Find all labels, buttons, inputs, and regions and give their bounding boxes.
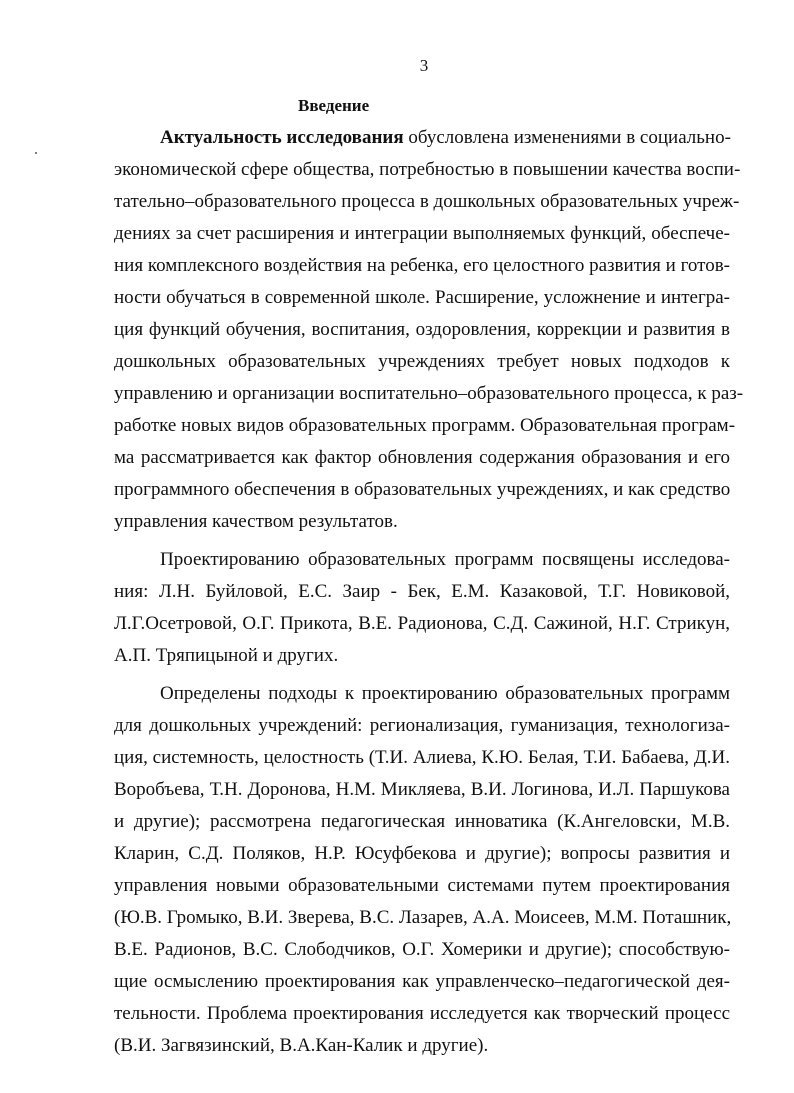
paragraph-1-line-13: управления качеством результатов. (114, 511, 398, 532)
paragraph-3-line-4: Воробъева, Т.Н. Доронова, Н.М. Микляева, В.И. Логинова, И.Л. Паршукова (114, 779, 730, 800)
paragraph-1-line-11: ма рассматривается как фактор обновления содержания образования и его (114, 447, 730, 468)
paragraph-3-line-5: и другие); рассмотрена педагогическая инноватика (К.Ангеловски, М.В. (114, 811, 730, 832)
paragraph-3-line-8: (Ю.В. Громыко, В.И. Зверева, В.С. Лазарев, А.А. Моисеев, М.М. Поташник, (114, 907, 732, 928)
paragraph-3-line-7: управления новыми образовательными системами путем проектирования (114, 875, 730, 896)
paragraph-3-line-12: (В.И. Загвязинский, В.А.Кан-Калик и другие). (114, 1035, 489, 1056)
paragraph-1-line-7: ция функций обучения, воспитания, оздоровления, коррекции и развития в (114, 319, 730, 340)
paragraph-1-lead: Актуальность исследования (160, 127, 404, 148)
paragraph-3-line-2: для дошкольных учреждений: регионализация, гуманизация, технологиза- (114, 715, 730, 736)
paragraph-1-line-3: тательно–образовательного процесса в дошкольных образовательных учреж- (114, 191, 740, 212)
paragraph-3-line-1: Определены подходы к проектированию образовательных программ (160, 683, 730, 704)
paragraph-1-line-1-text: обусловлена изменениями в социально- (403, 127, 731, 148)
paragraph-1-line-9: управлению и организации воспитательно–образовательного процесса, к раз- (114, 383, 744, 404)
page-number: 3 (419, 56, 429, 75)
paragraph-1-line-5: ния комплексного воздействия на ребенка, его целостного развития и готов- (114, 255, 730, 276)
paragraph-3-line-9: В.Е. Радионов, В.С. Слободчиков, О.Г. Хомерики и другие); способствую- (114, 939, 730, 960)
paragraph-2-line-1: Проектированию образовательных программ посвящены исследова- (160, 549, 730, 570)
section-heading: Введение (298, 96, 370, 115)
paragraph-1-line-8: дошкольных образовательных учреждениях требует новых подходов к (114, 351, 730, 372)
paragraph-1-line-12: программного обеспечения в образовательных учреждениях, и как средство (114, 479, 731, 500)
paragraph-1-line-4: дениях за счет расширения и интеграции выполняемых функций, обеспече- (114, 223, 730, 244)
paragraph-3-line-11: тельности. Проблема проектирования исследуется как творческий процесс (114, 1003, 730, 1024)
paragraph-2-line-2: ния: Л.Н. Буйловой, Е.С. Заир - Бек, Е.М. Казаковой, Т.Г. Новиковой, (114, 581, 730, 602)
paragraph-3-line-6: Кларин, С.Д. Поляков, Н.Р. Юсуфбекова и другие); вопросы развития и (114, 843, 730, 864)
paragraph-2-line-4: А.П. Тряпицыной и других. (114, 645, 339, 666)
paragraph-1-line-10: работке новых видов образовательных программ. Образовательная програм- (114, 415, 736, 436)
paragraph-2-line-3: Л.Г.Осетровой, О.Г. Прикота, В.Е. Радионова, С.Д. Сажиной, Н.Г. Стрикун, (114, 613, 730, 634)
scan-speck (35, 152, 37, 154)
paragraph-1-line-6: ности обучаться в современной школе. Расширение, усложнение и интегра- (114, 287, 730, 308)
paragraph-1-line-2: экономической сфере общества, потребностью в повышении качества воспи- (114, 159, 741, 180)
paragraph-3-line-10: щие осмыслению проектирования как управленческо–педагогической дея- (114, 971, 730, 992)
paragraph-1-line-1 (160, 126, 730, 150)
paragraph-3-line-3: ция, системность, целостность (Т.И. Алиева, К.Ю. Белая, Т.И. Бабаева, Д.И. (114, 747, 730, 768)
